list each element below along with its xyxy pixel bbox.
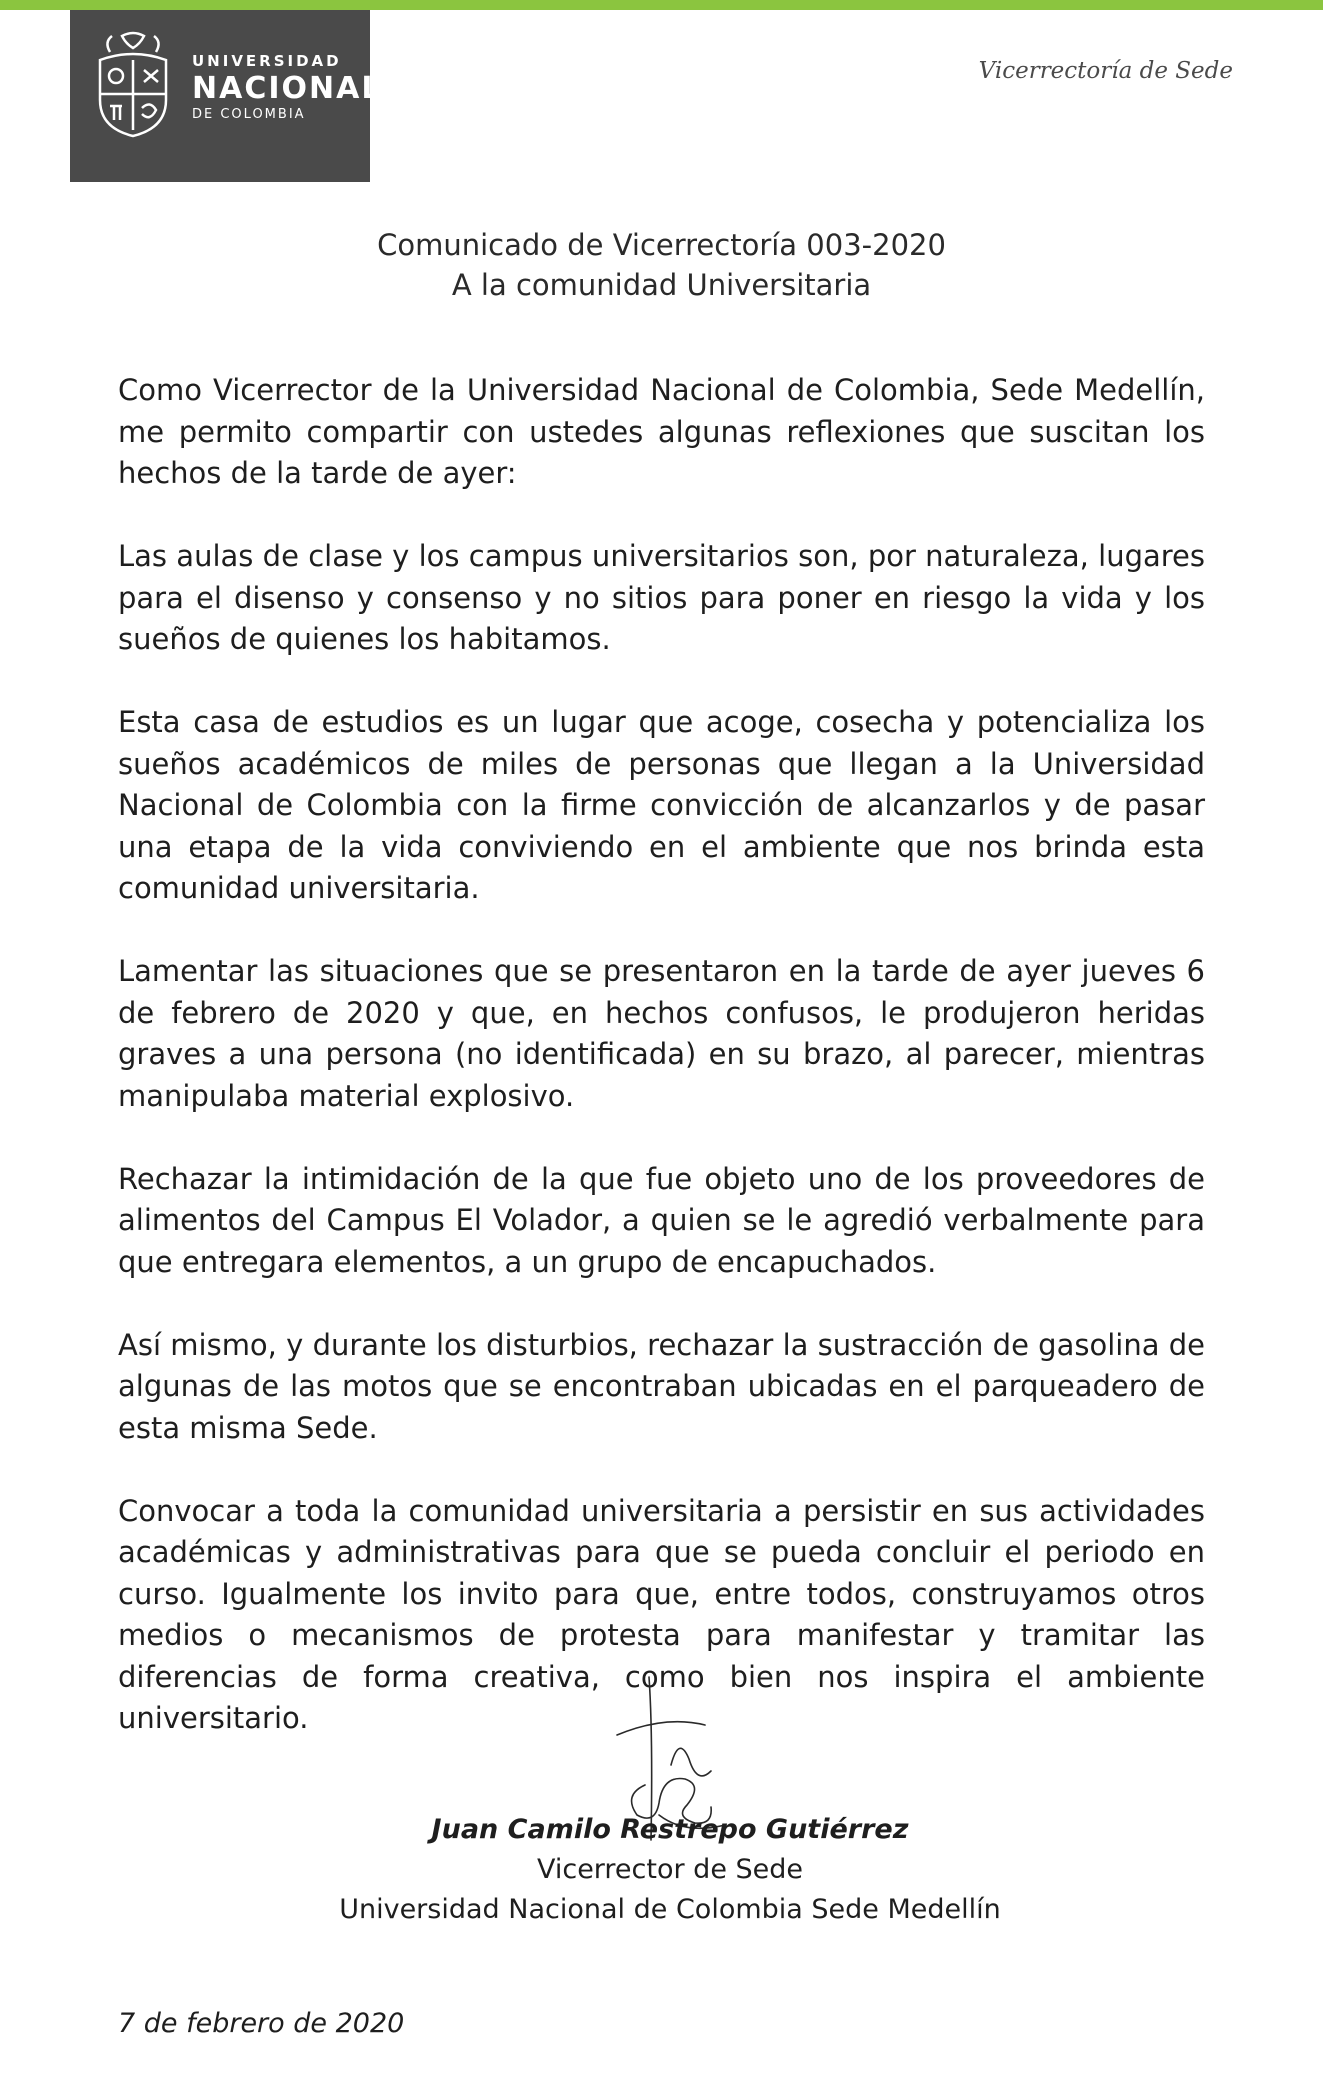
university-crest-icon [92, 30, 174, 140]
paragraph: Como Vicerrector de la Universidad Nacional de Colombia, Sede Medellín, me permito compartir con ustedes algunas reflexiones que suscitan los hechos de la tarde de ayer: [118, 373, 1205, 490]
signatory-role: Vicerrector de Sede [536, 1854, 804, 1885]
logo-accent-stripe [70, 0, 370, 10]
office-name: Vicerrectoría de Sede [978, 58, 1233, 84]
signatory-name: Juan Camilo Restrepo Gutiérrez [431, 1814, 909, 1845]
signature-block [320, 1810, 1020, 1930]
document-body [118, 370, 1205, 1781]
document-date: 7 de febrero de 2020 [118, 2008, 405, 2039]
logo-line-nacional: NACIONAL [192, 71, 383, 106]
logo-line-de-colombia: DE COLOMBIA [192, 107, 306, 122]
logo-wordmark [192, 52, 382, 122]
paragraph: Así mismo, y durante los disturbios, rechazar la sustracción de gasolina de algunas de las motos que se encontraban ubicadas en el parqueadero de esta misma Sede. [118, 1327, 1205, 1445]
logo-line-universidad: UNIVERSIDAD [192, 52, 342, 70]
university-logo [70, 0, 383, 182]
paragraph: Esta casa de estudios es un lugar que acoge, cosecha y potencializa los sueños académicos de miles de personas que llegan a la Universidad Nacional de Colombia con la firme convicción de alcanzarlos y de pasar una etapa de la vida conviviendo en el ambiente que nos brinda esta comunidad universitaria. [118, 705, 1205, 905]
document-title [0, 225, 1323, 305]
title-line-1: Comunicado de Vicerrectoría 003-2020 [377, 228, 946, 262]
signatory-organization: Universidad Nacional de Colombia Sede Medellín [339, 1894, 1001, 1925]
paragraph: Convocar a toda la comunidad universitaria a persistir en sus actividades académicas y administrativas para que se pueda concluir el periodo en curso. Igualmente los invito para que, entre todos, construyamos otros medios o mecanismos de protesta para manifestar y tramitar las diferencias de forma creativa, como bien nos inspira el ambiente universitario. [118, 1493, 1205, 1735]
paragraph: Rechazar la intimidación de la que fue objeto uno de los proveedores de alimentos del Campus El Volador, a quien se le agredió verbalmente para que entregara elementos, a un grupo de encapuchados. [118, 1161, 1205, 1279]
paragraph: Lamentar las situaciones que se presentaron en la tarde de ayer jueves 6 de febrero de 2020 y que, en hechos confusos, le produjeron heridas graves a una persona (no identificada) en su brazo, al parecer, mientras manipulaba material explosivo. [118, 954, 1205, 1113]
paragraph: Las aulas de clase y los campus universitarios son, por naturaleza, lugares para el disenso y consenso y no sitios para poner en riesgo la vida y los sueños de quienes los habitamos. [118, 539, 1205, 656]
title-line-2: A la comunidad Universitaria [451, 268, 872, 302]
